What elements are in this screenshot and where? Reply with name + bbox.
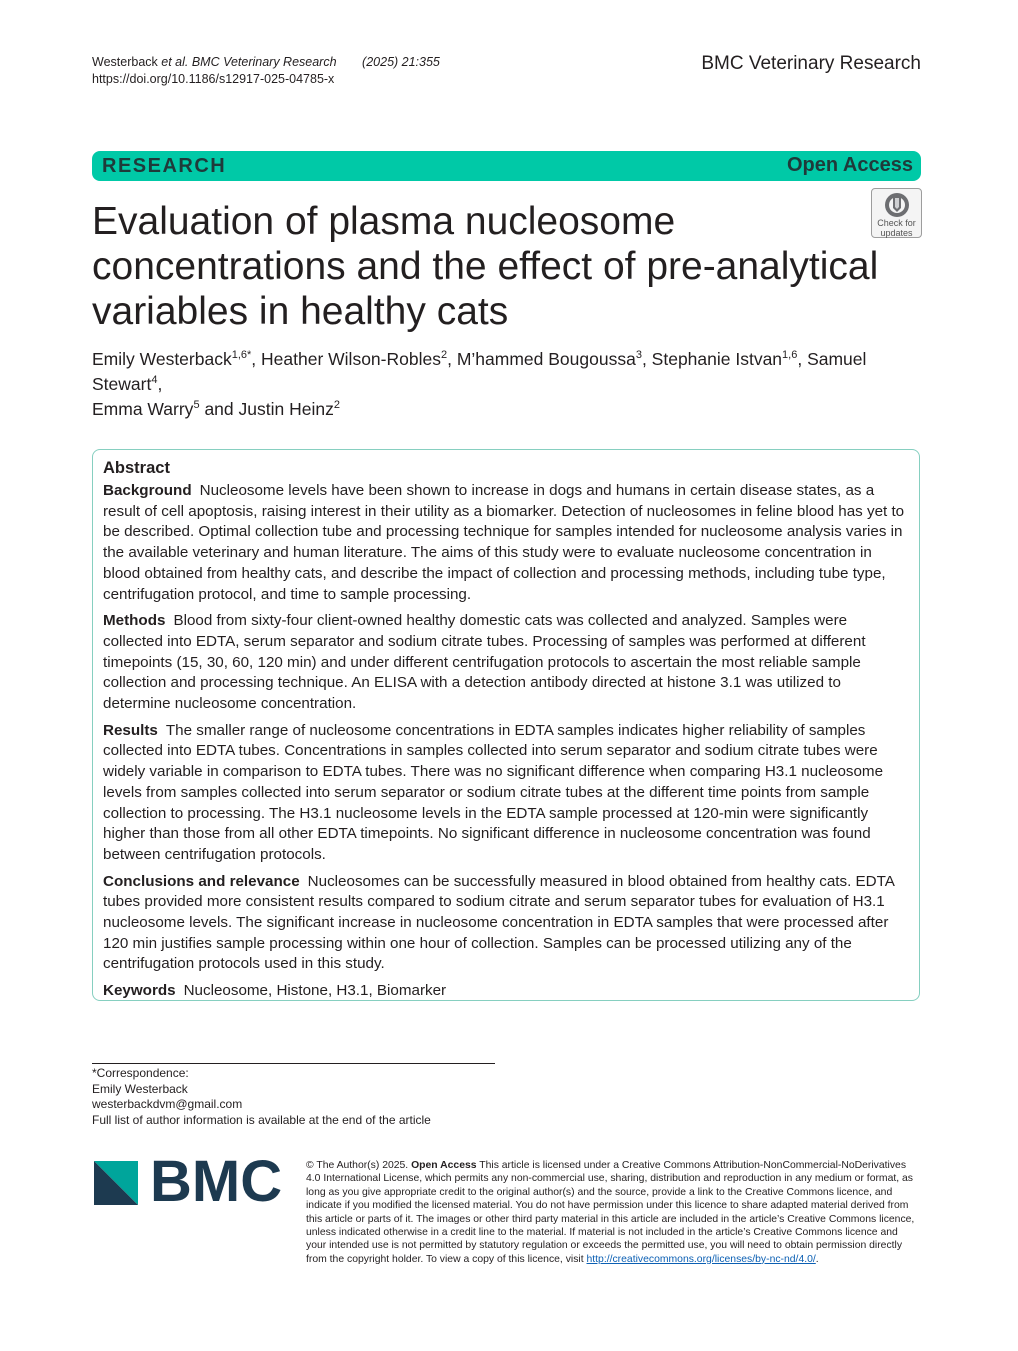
correspondence-block [92,1066,431,1128]
license-end: . [815,1253,819,1265]
citation-journal: et al. BMC Veterinary Research [161,55,337,69]
author-name[interactable]: Justin Heinz [238,399,334,419]
citation-year-volume: (2025) 21:355 [362,55,440,69]
keywords-label: Keywords [103,982,176,1000]
check-updates-line2: updates [880,228,913,238]
abstract-background [103,481,909,605]
author-affiliation: 2 [440,349,448,361]
methods-label: Methods [103,612,166,630]
conclusions-label: Conclusions and relevance [103,872,300,890]
check-updates-line1: Check for [877,218,916,228]
author-name[interactable]: M’hammed Bougoussa [456,349,636,369]
article-title: Evaluation of plasma nucleosome concentrations and the effect of pre-analytical variables in healthy cats [92,200,879,333]
author-name[interactable]: Stephanie Istvan [651,349,783,369]
author-list: Emily Westerback$^{1,6*}$, Heather Wilson-Robles$^2$, M’hammed Bougoussa$^3$, Stephanie Istvan$^{1,6}$, Samuel Stewart$^4$, Emma Warry$^5$ and Justin Heinz$^2$ [92,349,867,419]
author-affiliation: 5 [193,399,200,411]
article-type-banner [92,151,921,181]
author-affiliation: 1,6* [231,349,252,361]
author-affiliation: 1,6 [782,349,798,361]
methods-text: Blood from sixty-four client-owned healthy domestic cats was collected and analyzed. Samples were collected into EDTA, serum separator and sodium citrate tubes. Processing of samples was performed at different timepoints (15, 30, 60, 120 min) and under different centrifugation protocols to ascertain the most reliable sample collection and processing technique. An ELISA with a detection antibody directed at histone 3.1 was utilized to determine nucleosome concentration. [103,612,866,713]
bmc-logo [94,1149,283,1214]
citation-authors: Westerback [92,55,158,69]
license-url-link[interactable]: http://creativecommons.org/licenses/by-nc-nd/4.0/ [586,1253,816,1265]
footnote-divider [92,1063,495,1064]
results-text: The smaller range of nucleosome concentrations in EDTA samples indicates higher reliability of samples collected into EDTA tubes. Concentrations in samples collected into serum separator and sodium citrate tubes were widely variable in comparison to EDTA tubes. There was no significant difference when comparing H3.1 nucleosome levels from samples collected into serum separator or sodium citrate tubes at the different time points from sample collection to processing. The H3.1 nucleosome levels in the EDTA sample processed at 120-min were significantly higher than those from all other EDTA timepoints. No significant difference in nucleosome concentration was found between centrifugation protocols. [103,721,884,863]
keywords-text: Nucleosome, Histone, H3.1, Biomarker [183,982,447,1000]
author-name[interactable]: Emily Westerback [92,349,232,369]
abstract-results [103,721,909,866]
conclusions-text: Nucleosomes can be successfully measured in blood obtained from healthy cats. EDTA tubes provided more consistent results compared to sodium citrate and serum separator tubes for evaluation of H3.1 nucleosome levels. The significant increase in nucleosome concentration in EDTA samples that were processed after 120 min justifies sample processing within one hour of collection. Samples can be processed utilizing any of the centrifugation protocols used in this study. [103,872,895,973]
journal-name: BMC Veterinary Research [701,53,921,74]
abstract-heading: Abstract [103,459,170,477]
author-affiliation: 2 [333,399,340,411]
article-type-label: RESEARCH [102,155,227,177]
author-name[interactable]: Emma Warry [92,399,194,419]
running-header-citation [92,54,440,88]
bmc-logo-mark-icon [94,1161,138,1205]
abstract-methods [103,611,909,715]
results-label: Results [103,721,158,739]
open-access-label: Open Access [787,154,913,176]
correspondence-name: Emily Westerback [92,1081,188,1096]
author-affiliation: 4 [151,374,158,386]
license-open-access: Open Access [411,1160,477,1171]
author-connector: and [204,399,234,419]
background-label: Background [103,482,192,499]
abstract-box [92,449,920,1001]
citation-line [92,54,440,71]
author-name[interactable]: Samuel Stewart [92,349,867,394]
correspondence-email[interactable]: westerbackdvm@gmail.com [92,1097,243,1111]
bmc-logo-text: BMC [150,1149,283,1214]
author-name[interactable]: Heather Wilson-Robles [261,349,441,369]
license-statement [306,1159,920,1266]
copyright-text: © The Author(s) 2025. [306,1160,409,1171]
author-info-note: Full list of author information is available at the end of the article [92,1112,431,1127]
license-text: This article is licensed under a Creative Commons Attribution-NonCommercial-NoDerivatives 4.0 International License, which permits any non-commercial use, sharing, distribution and reproduction in any medium or format, as long as you give appropriate credit to the original author(s) and the source, provide a link to the Creative Commons licence, and indicate if you modified the licensed material. You do not have permission under this licence to share adapted material derived from this article or parts of it. The images or other third party material in this article are included in the article’s Creative Commons licence, unless indicated otherwise in a credit line to the material. If material is not included in the article’s Creative Commons licence and your intended use is not permitted by statutory regulation or exceeds the permitted use, you will need to obtain permission directly from the copyright holder. To view a copy of this licence, visit [306,1160,915,1265]
abstract-keywords [103,981,909,1002]
doi-link[interactable]: https://doi.org/10.1186/s12917-025-04785-x [92,72,335,86]
background-text: Nucleosome levels have been shown to increase in dogs and humans in certain disease states, as a result of cell apoptosis, raising interest in their utility as a biomarker. Detection of nucleosomes in feline blood has yet to be described. Optimal collection tube and processing technique for samples intended for nucleosome analysis varies in the available veterinary and human literature. The aims of this study were to evaluate nucleosome concentration in blood obtained from healthy cats, and describe the impact of collection and processing methods, including tube type, centrifugation protocol, and time to sample processing. [103,482,905,603]
correspondence-label: *Correspondence: [92,1066,189,1080]
author-affiliation: 3 [635,349,642,361]
abstract-conclusions [103,872,909,976]
